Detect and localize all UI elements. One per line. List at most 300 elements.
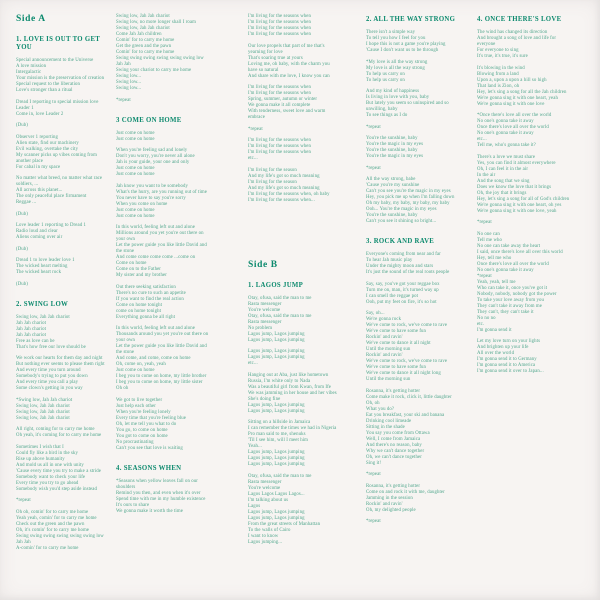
lyric-line: All across this planet... — [16, 188, 63, 193]
lyric-line: Let the power guide you like little David and — [116, 344, 207, 349]
lyric-line: Just come on home — [116, 213, 155, 219]
lyric-line: Don't you worry, you're never all alone — [116, 154, 195, 159]
lyric-line: Sing it! — [366, 460, 382, 466]
lyric-line: You're welcome — [248, 307, 281, 313]
lyric-line: I'm living for the seasons when — [248, 26, 311, 31]
stanza — [366, 484, 472, 514]
lyric-line: To help us carry on — [366, 77, 405, 83]
stanza — [248, 474, 362, 546]
lyric-line: To tell you how I feel for you — [366, 36, 426, 41]
lyric-line: To the walls of Cairo — [248, 527, 291, 533]
lyric-line: Jah Jah — [116, 62, 131, 67]
stanza — [16, 498, 112, 504]
lyric-line: What you do? — [366, 406, 395, 412]
lyric-line: Lagos jump, Lagos jumping — [248, 349, 305, 354]
lyric-line: (Dub) — [16, 211, 28, 217]
stanza — [477, 220, 593, 226]
lyric-line: Just come on home — [116, 136, 155, 142]
lyric-line: That's soaring true at yours — [248, 55, 303, 61]
lyric-line: Lagos jump, Lagos jumping — [248, 331, 305, 337]
lyric-line: But nothing ever seems to please them right — [16, 362, 105, 367]
lyric-line: Yes, you can find it almost everywhere — [477, 160, 556, 166]
lyric-line: your own — [116, 237, 136, 242]
lyric-line: I'm living for the season — [248, 179, 297, 185]
lyric-line: Rockin' and ravin' — [366, 353, 403, 358]
lyric-line: Lagos — [248, 503, 261, 509]
lyric-line: Aliens coming over air — [16, 235, 63, 240]
stanza — [366, 30, 472, 54]
lyric-line: Hey, let's sing a song for all the Jah children — [477, 89, 567, 95]
lyric-line: The wind has changed its direction — [477, 30, 548, 35]
lyric-line: Russia, I'm white only to Nada — [248, 378, 311, 384]
lyric-line: Blowing from a land — [477, 71, 519, 77]
lyric-line: 'Cause I don't want us to be through — [366, 48, 439, 53]
lyric-line: And my life's got so much meaning — [248, 185, 320, 191]
lyric-line: *Swing low, Jah Jah chariot — [16, 397, 73, 403]
stanza — [116, 98, 242, 104]
lyric-line: Swing swing swing swing swing swing low — [116, 56, 204, 61]
lyric-line: Just come on home — [116, 166, 155, 171]
lyric-line: Loving me, oh baby, with the charm you — [248, 61, 330, 67]
lyric-line: Pro man said to me, shenuks — [248, 432, 306, 437]
lyric-line: You're the sunshine, baby — [366, 136, 418, 141]
stanza — [16, 445, 112, 493]
lyric-line: Comin' for to carry me home — [116, 50, 175, 55]
stanza — [366, 60, 472, 84]
lyric-line: Free as love can be — [16, 338, 55, 344]
lyric-line: My scanner picks up vibes coming from — [16, 152, 97, 158]
lyric-line: Rise up above humanity — [16, 456, 65, 462]
stanza — [248, 14, 362, 38]
lyric-line: I beg you to come on home, my little brother — [116, 374, 207, 379]
lyric-line: And share with me love, I know you can — [248, 73, 330, 79]
stanza — [116, 398, 242, 452]
lyric-line: the stone — [116, 350, 135, 355]
lyric-line: Is living in love with you, baby — [366, 95, 430, 100]
lyric-line: *repeat — [248, 126, 263, 132]
lyric-line: Lagos jump, Lagos jumping — [248, 337, 305, 343]
lyric-line: Dread 1 to love leader love 1 — [16, 258, 75, 263]
stanza — [248, 373, 362, 415]
stanza — [16, 135, 112, 171]
lyric-line: Observer 1 reporting — [16, 134, 58, 140]
lyric-line: Just come on home — [116, 207, 155, 213]
lyric-line: We've come to have some fun — [366, 365, 427, 370]
lyric-line: Everyone's coming from near and far — [366, 252, 441, 257]
lyric-line: Love's stronger than a ritual — [16, 88, 73, 93]
lyric-line: Does we know the love that it brings — [477, 184, 552, 190]
lyric-line: Lagos jump, Lagos jumping — [248, 402, 305, 408]
lyric-line: If you want to find the real action — [116, 296, 184, 302]
lyric-line: *repeat — [116, 97, 131, 103]
lyric-line: Hey, you pick me up when I'm falling down — [366, 195, 455, 200]
lyric-line: Who can take it, once you've got it — [477, 285, 548, 291]
stanza — [116, 14, 242, 92]
lyric-line: And every time you turn around — [16, 368, 81, 373]
lyric-line: Radio loud and clear — [16, 229, 58, 234]
lyric-line: To help us carry on — [366, 71, 405, 77]
lyric-line: Rosanna, it's getting hotter — [366, 388, 421, 394]
lyric-line: Special request to the liberation — [16, 82, 81, 87]
stanza — [16, 398, 112, 422]
stanza — [16, 176, 112, 206]
stanza — [16, 212, 112, 218]
lyric-line: Spend time with me in my humble existence — [116, 496, 206, 502]
lyric-line: We're gonna rock — [366, 317, 402, 322]
lyric-line: Just come on home — [116, 368, 155, 373]
lyric-line: Sitting in the shade — [366, 424, 405, 430]
lyric-line: Everything gonna be all right — [116, 314, 176, 320]
lyric-line: 'Cause you're my sunshine — [366, 183, 420, 188]
stanza — [248, 44, 362, 80]
stanza — [116, 184, 242, 220]
lyric-line: I can smell the reggae pot — [366, 293, 419, 299]
song-title: 4. ONCE THERE'S LOVE — [477, 16, 562, 23]
stanza — [248, 127, 362, 133]
lyric-line: And the song that we sing — [477, 178, 530, 184]
lyric-line: Oh, the joy that it brings — [477, 190, 527, 196]
stanza — [366, 166, 472, 172]
lyric-line: Lagos jump, Lagos jumping — [248, 456, 305, 461]
lyric-column — [248, 14, 362, 551]
lyric-line: I'm living for the seasons when — [248, 138, 311, 143]
lyric-line: We've come to rock, we've come to rave — [366, 359, 448, 364]
lyric-line: Tell me, who's gonna take it? — [477, 143, 536, 148]
lyric-line: When you're feeling sad and lonely — [116, 148, 188, 153]
lyric-line: *repeat — [366, 519, 381, 524]
lyric-line: Hey, tell me who — [477, 255, 512, 261]
lyric-line: Come in, love Leader 2 — [16, 111, 64, 117]
lyric-line: Oh, oh — [366, 400, 380, 406]
stanza — [16, 282, 112, 288]
lyric-line: From the great streets of Manhattan — [248, 521, 321, 527]
stanza — [16, 58, 112, 94]
lyric-line: Swing low... — [116, 86, 142, 91]
lyric-line: You're the magic in my eyes — [366, 154, 424, 159]
lyric-line: etc... — [477, 137, 487, 142]
lyric-line: etc. — [477, 321, 485, 327]
lyric-line: You go, to come on home — [116, 427, 168, 433]
lyric-line: Evil walking, overtake the city — [16, 146, 79, 152]
stanza — [16, 258, 112, 276]
lyric-line: No matter what breed, no matter what race — [16, 176, 103, 181]
lyric-line: In this world, feeling left out and alone — [116, 225, 195, 230]
lyric-line: Ooh... You're the magic in my eyes — [366, 207, 437, 212]
lyric-line: I'm living for the seasons when, oh baby — [248, 191, 330, 197]
lyric-line: Yeah, yeah, tell me — [477, 279, 516, 285]
lyric-line: Intergalactic — [16, 70, 42, 75]
lyric-line: Swing your chariot to carry me home — [116, 68, 192, 73]
lyric-line: 'Cause every time you try to make a stride — [16, 468, 101, 474]
lyric-line: For cabal in my space — [16, 164, 61, 170]
lyric-line: Say, oh... — [366, 311, 385, 316]
lyric-line: Dread I reporting to special mission love — [16, 99, 99, 105]
lyric-line: All right, coming for to carry me home — [16, 427, 95, 432]
lyric-line: Tell me who — [477, 237, 503, 243]
lyric-line: Rasta messenger — [248, 301, 282, 307]
lyric-line: come on home tonight — [116, 308, 162, 314]
lyric-line: Can't you see it shining so bright... — [366, 219, 437, 224]
lyric-line: To take your love away from you — [477, 297, 544, 303]
lyric-line: I beg you to come on home, my little sister — [116, 380, 203, 385]
lyric-line: Special announcement to the Universe — [16, 58, 94, 63]
lyric-line: It's blowing in the wind — [477, 65, 525, 71]
song-title: 1. LOVE IS OUT TO GET YOU — [16, 36, 100, 51]
lyric-line: Hey, let's sing a song for all of God's children — [477, 196, 570, 202]
lyric-line: Oh oh, comin' for to carry me home — [16, 509, 89, 515]
lyric-line: Swing low... — [116, 74, 142, 79]
lyric-line: Somebody's trying to put you down — [16, 374, 88, 379]
stanza — [477, 232, 593, 334]
lyric-line: Until the morning sun — [366, 377, 411, 382]
stanza — [16, 510, 112, 552]
lyric-line: Check out the green and the pawn — [16, 521, 85, 527]
lyric-line: I'm living for the seasons when... — [248, 197, 315, 203]
lyric-line: Leader 1 — [16, 105, 34, 111]
lyric-line: Rockin' and ravin' — [366, 335, 403, 340]
lyric-line: Can't you see you're the magic in my eyes — [366, 189, 451, 194]
stanza — [248, 349, 362, 367]
lyric-column — [116, 14, 242, 520]
lyric-line: I'm gonna send it to America — [477, 363, 536, 368]
stanza — [16, 247, 112, 253]
lyric-line: Eat you breakfast, your ski and banana — [366, 412, 445, 418]
lyric-line: Nobody, nobody, nobody got the power — [477, 291, 557, 297]
lyric-line: Every time you try to go ahead — [16, 480, 79, 486]
lyric-line: You got to come on home — [116, 433, 168, 439]
lyric-line: I'm gonna send it — [477, 327, 512, 333]
lyric-line: Oh oh — [116, 386, 129, 391]
lyric-line: To see things as I do — [366, 113, 408, 118]
lyric-line: the stone — [116, 249, 135, 254]
lyric-line: We gonna make it worth the time — [116, 508, 183, 514]
stanza — [477, 339, 593, 375]
stanza — [366, 282, 472, 306]
lyric-line: Well, I come from Jamaica — [366, 436, 421, 442]
lyric-line: Lagos jump, Lagos jumping — [248, 515, 305, 521]
stanza — [366, 89, 472, 119]
lyric-line: Ooh, put my feet on fire, it's so hot — [366, 299, 437, 305]
lyric-line: Get the green and the pawn — [116, 44, 172, 49]
lyric-line: Remind you then, and even when it's over — [116, 490, 201, 496]
lyric-line: I hope this is not a game you're playing — [366, 42, 446, 47]
lyric-line: *Once there's love all over the world — [477, 113, 552, 118]
lyric-line: And come, and come, come on home — [116, 356, 191, 361]
lyric-line: I can remember the times we had in Nigeria — [248, 426, 337, 431]
lyric-line: Hanging out at Aba, just like hometown — [248, 372, 329, 378]
lyric-line: And brighten up your life — [477, 345, 529, 350]
lyric-line: You're the sunshine, baby — [366, 213, 418, 218]
lyric-line: *repeat — [477, 273, 492, 279]
stanza — [366, 177, 472, 225]
lyric-line: Every time that you're feeling blue — [116, 415, 187, 421]
lyric-line: Can't you see that love is waiting — [116, 445, 183, 451]
stanza — [16, 356, 112, 392]
lyric-line: Somebody want to check your life — [16, 474, 86, 480]
lyric-line: I'm gonna send it to Germany — [477, 357, 537, 362]
stanza — [477, 30, 593, 60]
lyric-line: We got to live together — [116, 397, 163, 403]
stanza — [116, 148, 242, 178]
lyric-line: It's true, it's true, it's sure — [477, 54, 528, 59]
lyric-line: We've come to rock, we've come to rave — [366, 323, 448, 328]
lyric-line: *repeat — [366, 124, 381, 130]
lyric-line: Oh, it's comin' for to carry me home — [16, 527, 89, 533]
lyric-line: Our love propels that part of me that's — [248, 43, 325, 49]
lyric-line: Come on home tonight — [116, 302, 163, 308]
song-title: 3. ROCK AND RAVE — [366, 238, 435, 245]
lyric-line: etc... — [248, 361, 258, 366]
lyric-line: Oh, we can't dance together — [366, 454, 422, 460]
stanza — [248, 420, 362, 468]
song-title: 1. LAGOS JUMP — [248, 281, 304, 289]
lyric-line: I'm living for the seasons when — [248, 20, 311, 25]
lyric-line: yearning for love — [248, 49, 283, 55]
lyric-line: Could fly like a bird in the sky — [16, 450, 78, 456]
lyric-line: Sometimes I wish that I — [16, 444, 64, 450]
stanza — [116, 131, 242, 143]
lyric-line: (Dub) — [16, 281, 28, 287]
lyric-line: another place — [16, 158, 44, 164]
lyric-line: When you come on home — [116, 201, 168, 207]
lyric-line: We're gonna sing it with one heart, yeah — [477, 95, 558, 101]
lyric-line: Lagos jump, Lagos jumping — [248, 408, 305, 414]
lyric-line: To hear Jah music play — [366, 258, 413, 263]
song-title: 3 COME ON HOME — [116, 116, 182, 124]
lyric-line: Swing low, Jah Jah chariot — [116, 26, 170, 31]
lyric-line: The wicked heart melting — [16, 264, 68, 269]
lyric-line: Lagos jumping... — [248, 539, 283, 545]
lyric-line: Oh, my delighted people — [366, 507, 416, 513]
lyric-line: Otay, ofusa, said the man to me — [248, 313, 312, 319]
lyric-line: I'm living for the season — [248, 167, 297, 173]
lyric-line: *repeat — [366, 165, 381, 171]
lyric-line: And come come come come ...come on — [116, 255, 196, 260]
lyric-line: Swing low, Jah Jah chariot — [16, 409, 70, 415]
lyric-line: Oh, come on, yeah, yeah — [116, 362, 166, 367]
lyric-line: Jah is your guide, your one and only — [116, 160, 190, 165]
lyric-line: etc... — [248, 156, 258, 161]
lyric-line: Reggae ... — [16, 200, 37, 205]
lyric-line: Otay, ofusa, said the man to me — [248, 473, 312, 479]
lyric-line: Some clown's getting in you way — [16, 386, 83, 391]
lyric-line: We've come to dance it all night long — [366, 371, 441, 376]
lyric-column — [477, 14, 593, 381]
stanza — [248, 168, 362, 204]
lyric-line: Jah Jah chariot — [16, 320, 47, 326]
lyric-line: And there's no reason, baby — [366, 442, 422, 448]
lyric-line: With tenderness, sweet love and warm — [248, 109, 326, 114]
lyric-line: Lagos jump, Lagos jumping — [248, 509, 305, 515]
lyric-line: There's no cure to such an appetite — [116, 290, 186, 296]
lyric-line: No procrastinating — [116, 439, 154, 445]
lyric-line: It's just the sound of the real roots people — [366, 270, 450, 275]
lyric-line: She's doing fine — [248, 396, 281, 402]
lyric-line: Somebody wish you'd step aside instead — [16, 486, 98, 492]
lyric-line: We was jamming in her house and her vibes — [248, 390, 337, 396]
lyric-line: Swing low, Jah Jah chariot — [16, 415, 70, 421]
stanza — [116, 326, 242, 392]
lyric-line: You never have to say you're sorry — [116, 195, 186, 201]
lyric-line: Oh, let me tell you what to do — [116, 421, 177, 427]
lyric-line: Lagos jump, Lagos jumping — [248, 462, 305, 467]
stanza — [477, 66, 593, 108]
lyric-line: No one can — [477, 231, 500, 237]
lyric-line: You're the magic in my eyes — [366, 142, 424, 147]
lyric-line: No no no — [477, 315, 496, 321]
stanza — [116, 225, 242, 279]
stanza — [477, 113, 593, 149]
song-title: 4. SEASONS WHEN — [116, 464, 182, 472]
lyric-line: In the air — [477, 172, 496, 178]
lyric-line: Why we can't dance together — [366, 448, 425, 454]
lyric-line: A-comin' for to carry me home — [16, 545, 79, 551]
lyric-line: Once there's love all over the world — [477, 125, 549, 130]
lyric-line: No one's gonna take it away — [477, 267, 534, 273]
stanza — [16, 100, 112, 118]
stanza — [116, 479, 242, 515]
song-title: 2. SWING LOW — [16, 300, 69, 308]
lyric-line: I'm talking about us — [248, 497, 289, 503]
side-heading: Side B — [248, 259, 278, 270]
lyric-line: Say, say, you've got your reggae box — [366, 281, 440, 287]
lyric-line: Lagos Lagos Lagos Lagos... — [248, 491, 305, 497]
lyric-line: And mold us all in one with unity — [16, 462, 84, 468]
lyric-line: Love leader 1 reporting to Dread 1 — [16, 223, 86, 228]
lyric-line: Rosanna, it's getting hotter — [366, 483, 421, 489]
lyric-line: Come on to the Father — [116, 267, 161, 272]
lyric-line: *repeat — [477, 220, 492, 225]
lyric-line: No one's gonna take it away — [477, 131, 534, 136]
lyric-line: Oh my baby, my baby, my baby, my baby — [366, 201, 450, 206]
lyric-line: Oh yeah, it's coming for to carry me home — [16, 433, 102, 438]
lyric-line: Swing low... — [116, 80, 142, 85]
stanza — [366, 389, 472, 467]
lyric-line: Just come on home — [116, 130, 155, 136]
stanza — [248, 138, 362, 162]
lyric-line: I'm gonna send it over to Japan... — [477, 369, 544, 374]
stanza — [16, 123, 112, 129]
lyric-line: Yeah... — [248, 444, 262, 449]
lyric-line: Swing low, no more longer shall I roam — [116, 20, 196, 25]
song-title: 2. ALL THE WAY STRONG — [366, 16, 456, 23]
lyric-line: We've come to have some fun — [366, 329, 427, 334]
lyric-line: You say you come from Ottawa — [366, 430, 430, 436]
lyric-line: What's the hurry, are you running out of time — [116, 189, 207, 195]
lyric-line: Rockin' and ravin' — [366, 501, 403, 507]
lyric-line: everyone — [477, 42, 496, 47]
lyric-line: *Seasons when yellow leaves fall on our — [116, 478, 198, 484]
lyric-line: Turn me on, man, it's turned way up — [366, 287, 439, 293]
lyric-line: Spring, summer, autumn or winter — [248, 97, 318, 102]
stanza — [366, 472, 472, 478]
lyric-line: Until the morning sun — [366, 347, 411, 352]
lyric-line: embrace — [248, 115, 265, 120]
stanza — [248, 296, 362, 344]
stanza — [366, 519, 472, 525]
lyric-line: (Dub) — [16, 246, 28, 252]
lyric-line: Thousands around you yet you're out there on — [116, 332, 209, 337]
lyric-line: My sister and my brother — [116, 273, 167, 278]
lyric-line: Rasta messenger — [248, 319, 282, 325]
lyric-line: For everyone to sing — [477, 48, 519, 53]
lyric-line: Oh, I can feel it in the air — [477, 166, 529, 172]
lyric-line: shoulders — [116, 484, 136, 490]
lyric-line: When you're feeling lonely — [116, 409, 171, 415]
side-heading: Side A — [16, 14, 46, 24]
lyric-line: Jah Jah — [16, 539, 31, 545]
lyric-line: Let my love turn on your lights — [477, 339, 541, 344]
